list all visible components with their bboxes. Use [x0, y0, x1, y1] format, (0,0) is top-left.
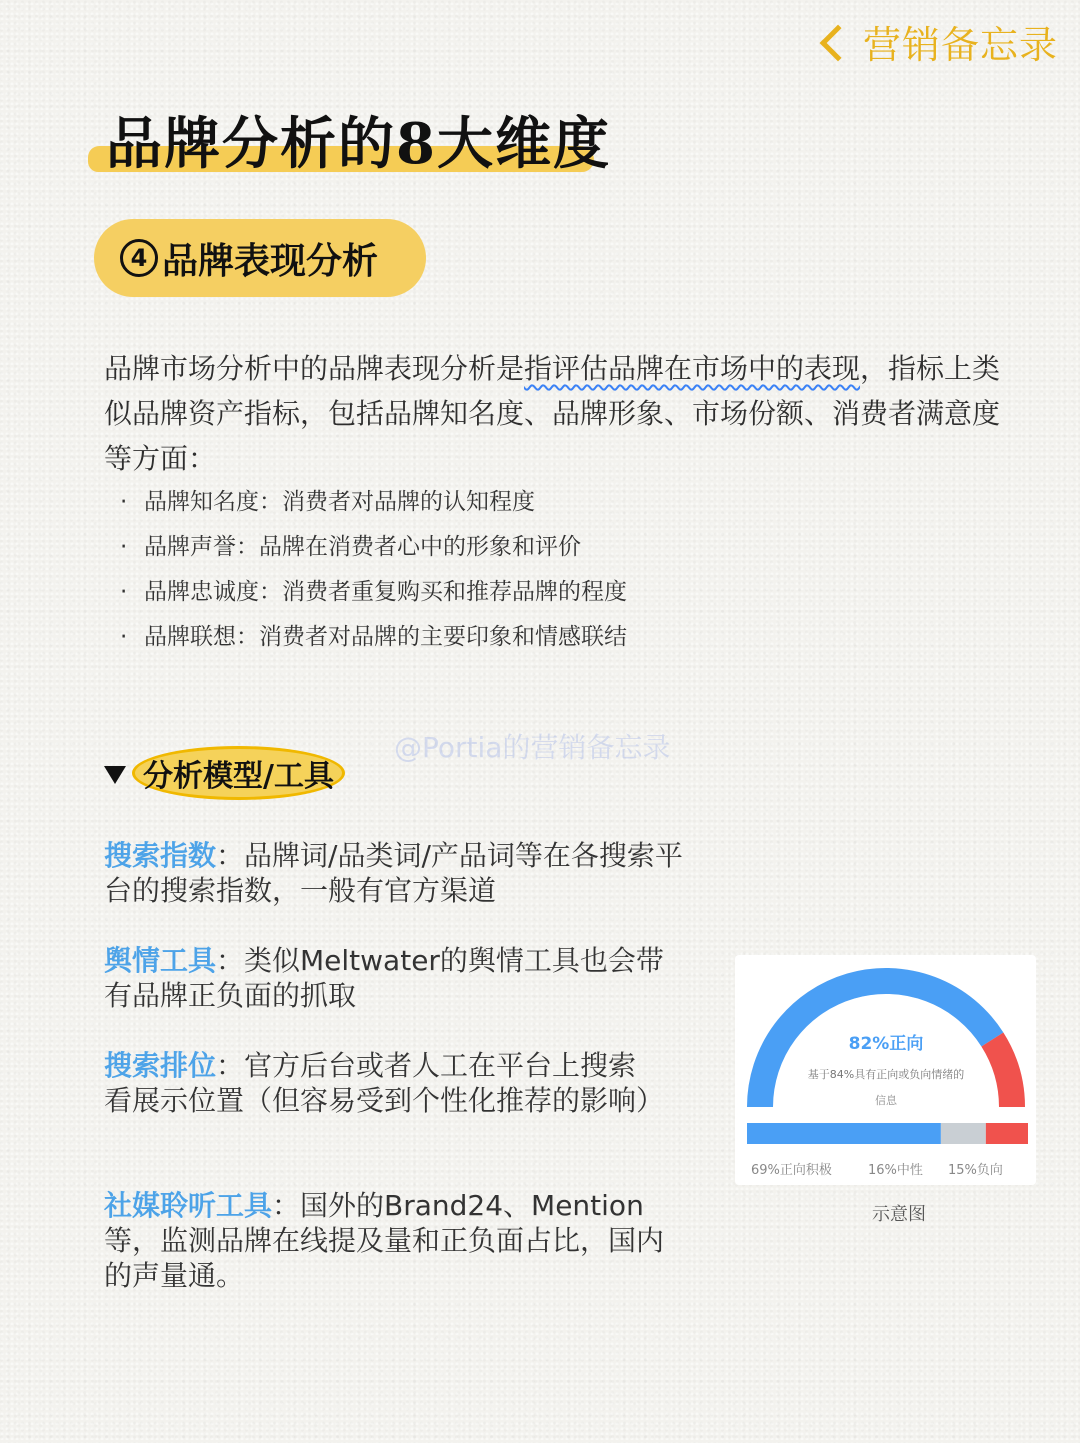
- section-number: 4: [120, 239, 158, 277]
- watermark: @Portia的营销备忘录: [394, 731, 671, 764]
- tools-heading-label: 分析模型/工具: [132, 746, 345, 800]
- list-item: · 品牌知名度：消费者对品牌的认知程度: [120, 489, 535, 515]
- tools-heading: [104, 746, 345, 800]
- gauge-subtext: 基于84%具有正向或负向情绪的: [807, 1068, 965, 1081]
- intro-paragraph: [104, 346, 1004, 481]
- legend-neutral: 16%中性: [868, 1163, 923, 1178]
- list-item: · 品牌忠诚度：消费者重复购买和推荐品牌的程度: [120, 579, 627, 605]
- sentiment-chart: [735, 955, 1036, 1185]
- figure-caption: 示意图: [872, 1204, 926, 1225]
- back-label: 营销备忘录: [862, 23, 1058, 67]
- back-nav[interactable]: [825, 14, 1058, 69]
- triangle-down-icon: [104, 766, 126, 784]
- bar-segment-neutral: [941, 1123, 986, 1144]
- gauge-negative-arc: [992, 1039, 1012, 1107]
- intro-text-1: 品牌市场分析中的品牌表现分析是: [104, 352, 525, 385]
- tool-entry-sentiment: 舆情工具：类似Meltwater的舆情工具也会带有品牌正负面的抓取: [104, 944, 664, 1012]
- section-label: 品牌表现分析: [162, 240, 379, 282]
- tool-entry-search-index: 搜索指数：品牌词/品类词/产品词等在各搜索平台的搜索指数，一般有官方渠道: [104, 839, 683, 907]
- chevron-left-icon: [820, 24, 857, 61]
- gauge-headline: 82%正向: [848, 1034, 924, 1054]
- section-pill: [94, 219, 426, 297]
- tool-entry-social-listening: 社媒聆听工具：国外的Brand24、Mention等，监测品牌在线提及量和正负面占比，国内的声量通。: [104, 1189, 665, 1292]
- bar-segment-positive: [747, 1123, 941, 1144]
- page-title-block: [88, 100, 611, 180]
- bar-segment-negative: [986, 1123, 1028, 1144]
- intro-text-2: ，指标上类似品牌资产指标，包括品牌知名度、品牌形象、市场份额、消费者满意度等方面：: [104, 352, 1001, 475]
- sentiment-figure: [735, 955, 1036, 1185]
- list-item: · 品牌声誉：品牌在消费者心中的形象和评价: [120, 534, 581, 560]
- page-title: 品牌分析的8大维度: [106, 111, 611, 177]
- sentiment-bar: [747, 1123, 1028, 1144]
- legend-negative: 15%负向: [948, 1163, 1003, 1178]
- tool-entry-ranking: 搜索排位：官方后台或者人工在平台上搜索看展示位置（但容易受到个性化推荐的影响）: [104, 1049, 665, 1117]
- metric-list: [120, 480, 627, 660]
- legend-positive: 69%正向积极: [751, 1163, 832, 1178]
- gauge-subtext-2: 信息: [875, 1094, 897, 1107]
- intro-highlight: 指评估品牌在市场中的表现: [524, 352, 861, 385]
- list-item: · 品牌联想：消费者对品牌的主要印象和情感联结: [120, 624, 627, 650]
